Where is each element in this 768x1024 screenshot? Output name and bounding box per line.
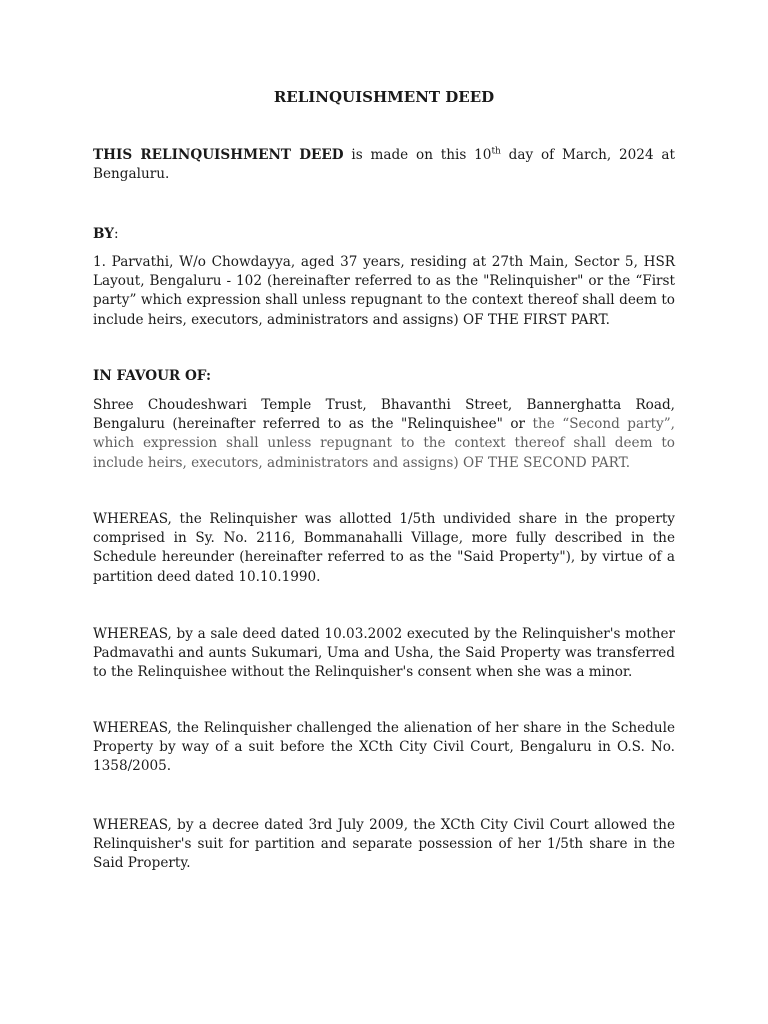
- by-heading: [93, 225, 675, 244]
- whereas-paragraph-3: WHEREAS, the Relinquisher challenged the alienation of her share in the Schedule Property by way of a suit before the XCth City Civil Court, Bengaluru in O.S. No. 1358/2005.: [93, 720, 675, 775]
- intro-text-end: day of March, 2024 at Bengaluru.: [93, 147, 675, 183]
- second-party-paragraph: [93, 396, 675, 473]
- second-party-grey-text: the “Second party”, which expression shall unless repugnant to the context thereof shall deem to include heirs, executors, administrators and assigns) OF THE SECOND PART.: [93, 416, 675, 471]
- deed-title: RELINQUISHMENT DEED: [273, 88, 495, 106]
- in-favour-of-heading: IN FAVOUR OF:: [93, 368, 211, 384]
- intro-text: is made on this 10: [343, 147, 492, 163]
- intro-superscript: th: [491, 146, 501, 157]
- first-party-paragraph: 1. Parvathi, W/o Chowdayya, aged 37 years, residing at 27th Main, Sector 5, HSR Layout, Bengaluru - 102 (hereinafter referred to as the "Relinquisher" or the “First party” which expression shall unless repugnant to the context thereof shall deem to include heirs, executors, administrators and assigns) OF THE FIRST PART.: [93, 254, 675, 328]
- by-heading-label: BY: [93, 226, 114, 242]
- whereas-paragraph-4: WHEREAS, by a decree dated 3rd July 2009, the XCth City Civil Court allowed the Relinquisher's suit for partition and separate possession of her 1/5th share in the Said Property.: [93, 817, 675, 872]
- whereas-paragraph-2: WHEREAS, by a sale deed dated 10.03.2002 executed by the Relinquisher's mother Padmavathi and aunts Sukumari, Uma and Usha, the Said Property was transferred to the Relinquishee without the Relinquisher's consent when she was a minor.: [93, 626, 675, 681]
- whereas-paragraph-1: WHEREAS, the Relinquisher was allotted 1/5th undivided share in the property comprised in Sy. No. 2116, Bommanahalli Village, more fully described in the Schedule hereunder (hereinafter referred to as the "Said Property"), by virtue of a partition deed dated 10.10.1990.: [93, 511, 675, 585]
- intro-bold-lead: THIS RELINQUISHMENT DEED: [93, 147, 344, 163]
- second-party-text: Shree Choudeshwari Temple Trust, Bhavanthi Street, Bannerghatta Road, Bengaluru (hereinafter referred to as the "Relinquishee" or: [93, 397, 675, 433]
- intro-paragraph: [93, 146, 675, 184]
- by-heading-colon: :: [113, 226, 119, 242]
